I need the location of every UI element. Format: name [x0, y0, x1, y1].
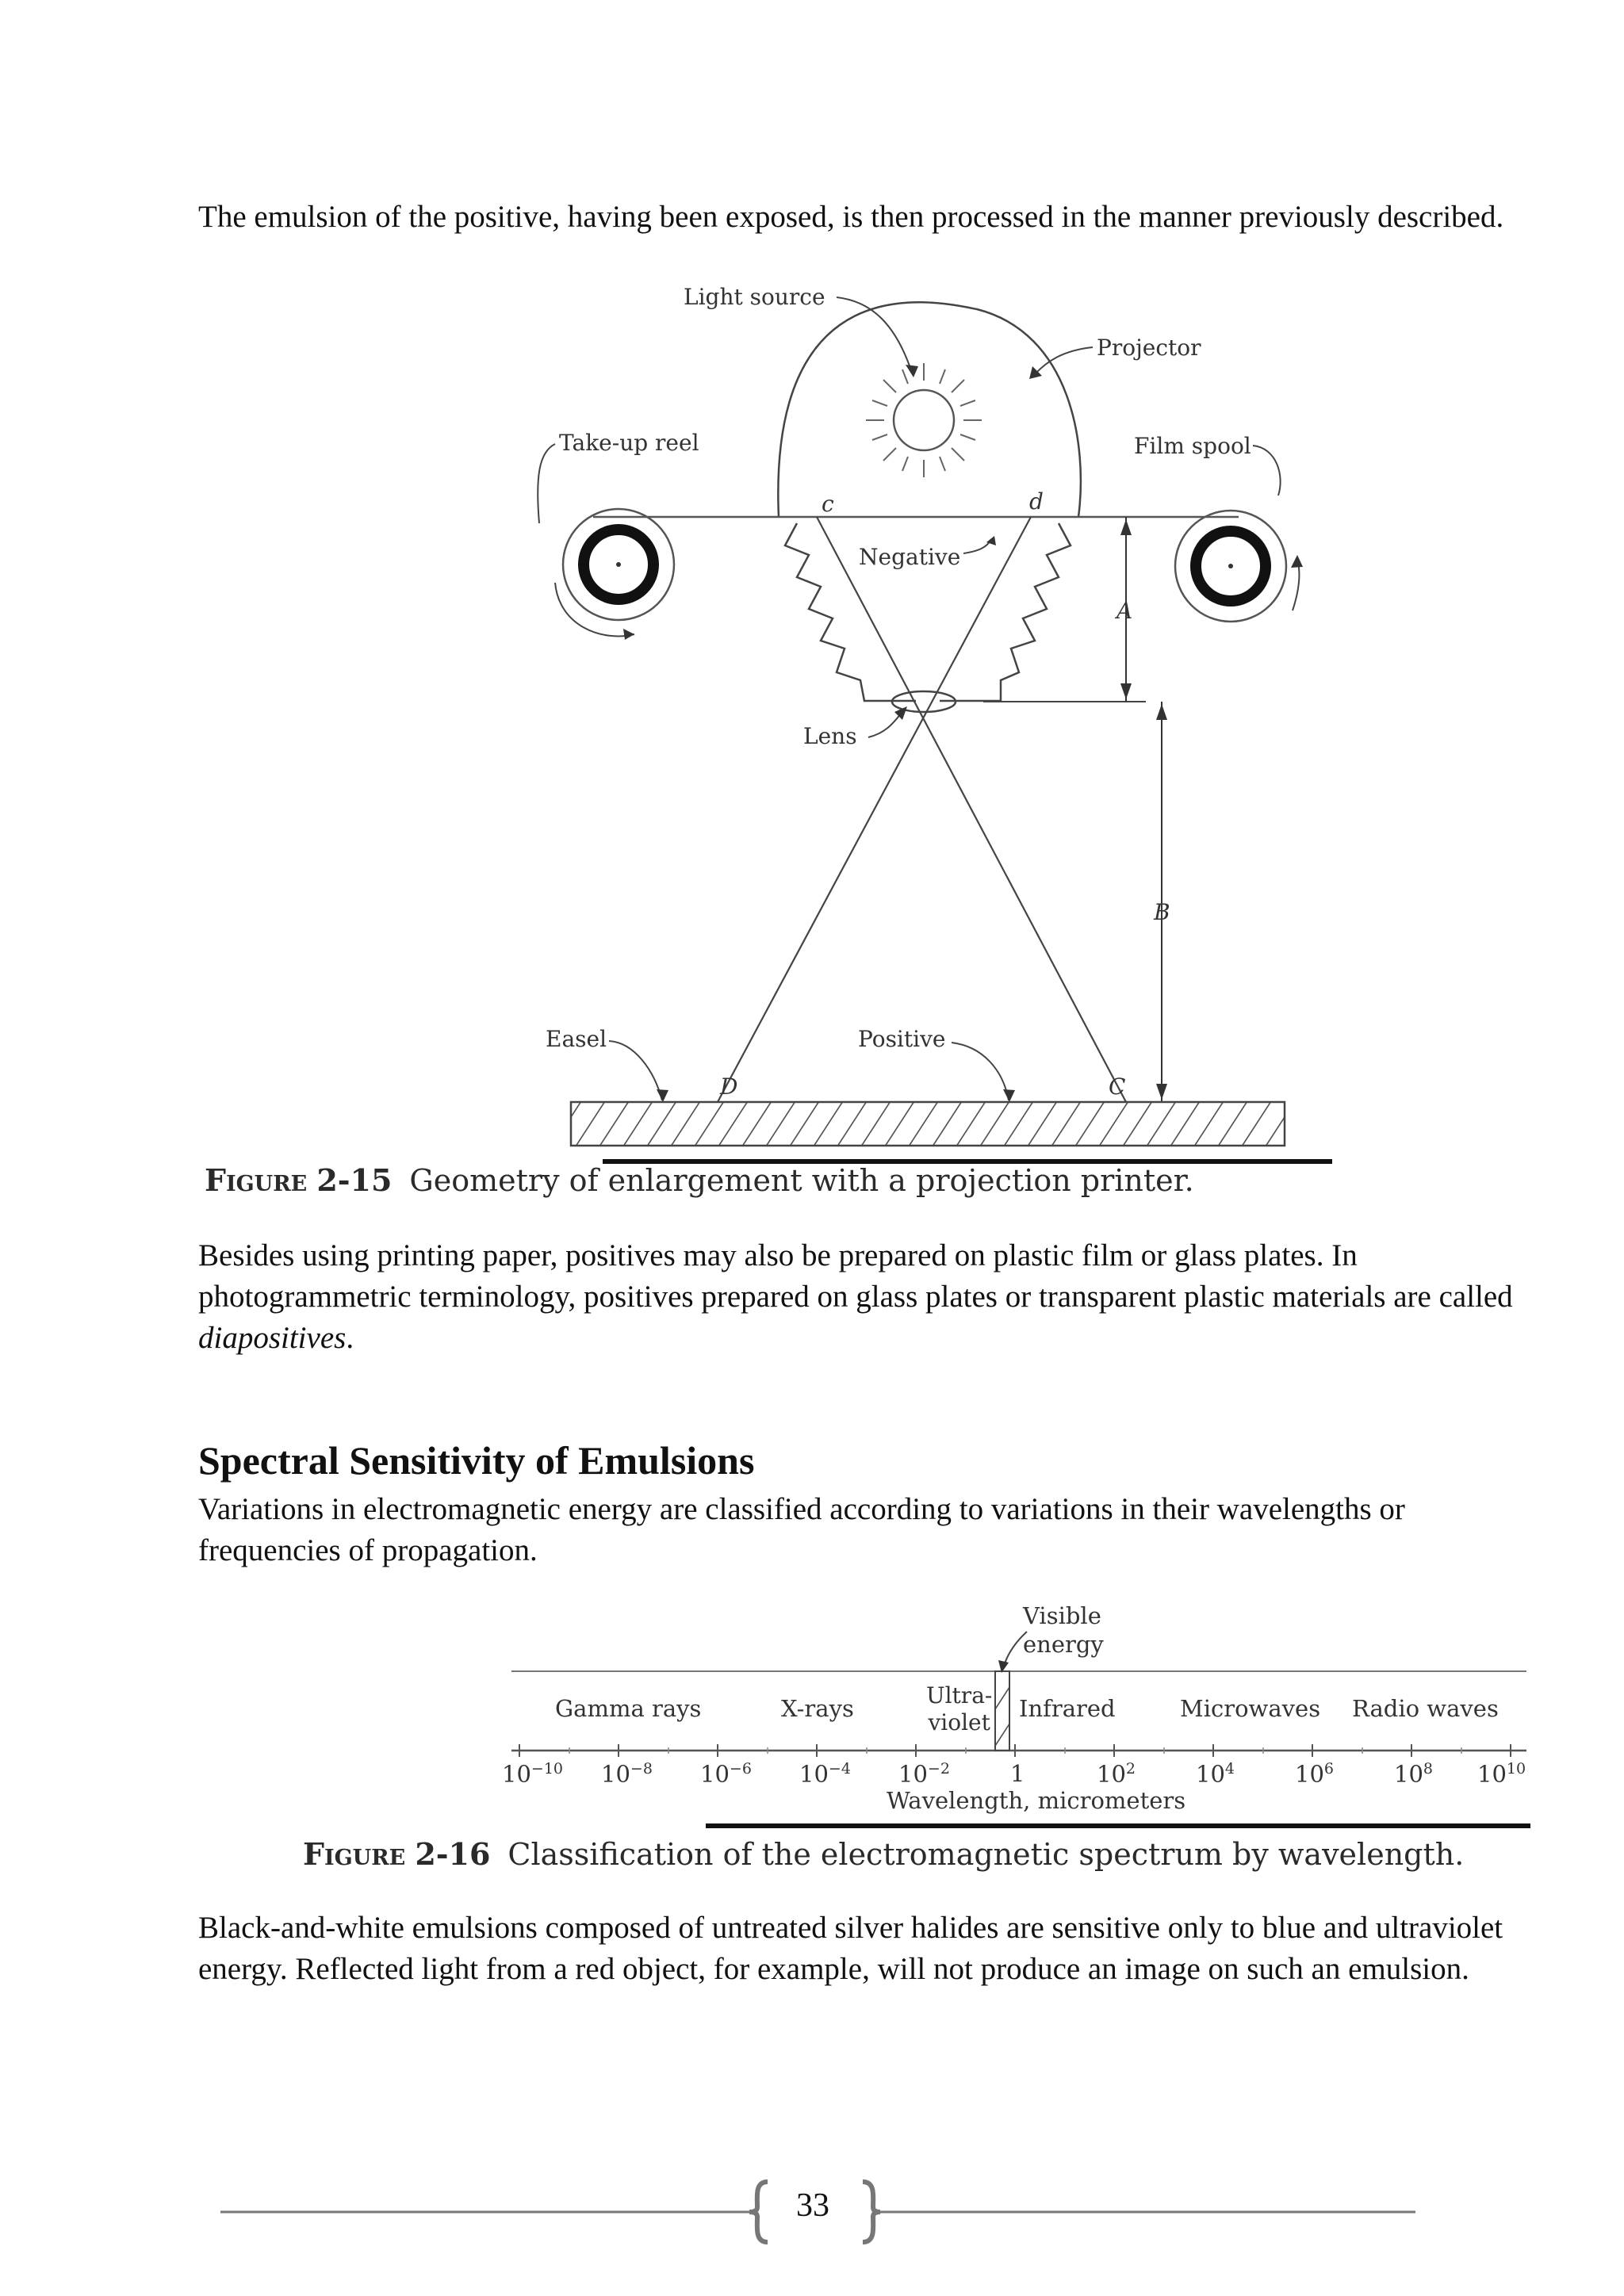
label-dimension-b: B	[1154, 899, 1170, 925]
tick-label: $10^2$	[1097, 1760, 1136, 1788]
visible-line-1: Visible	[1023, 1602, 1101, 1629]
label-negative: Negative	[859, 544, 961, 570]
light-source-icon	[866, 363, 982, 477]
tick-label: $10^{-8}$	[601, 1760, 653, 1788]
band-microwaves: Microwaves	[1180, 1695, 1321, 1722]
label-light-source: Light source	[684, 284, 825, 310]
band-x-rays: X-rays	[781, 1695, 854, 1722]
label-take-up-reel: Take-up reel	[559, 430, 699, 456]
easel-board	[571, 1102, 1285, 1146]
tick-label: $10^4$	[1196, 1760, 1235, 1788]
label-film-spool: Film spool	[1134, 433, 1251, 459]
figure-number: 2-16	[415, 1836, 491, 1872]
label-dimension-a: A	[1116, 598, 1133, 624]
figure-word: Figure	[303, 1836, 406, 1872]
tick-label: $10^6$	[1295, 1760, 1334, 1788]
figure-2-16-caption	[303, 1836, 1464, 1872]
caption-text: Geometry of enlargement with a projection printer.	[409, 1163, 1194, 1198]
label-c-upper: C	[1109, 1073, 1126, 1100]
figure-2-15-caption	[205, 1162, 1194, 1198]
label-positive: Positive	[858, 1026, 946, 1052]
projector-housing	[778, 302, 1081, 517]
tick-label: $10^8$	[1394, 1760, 1433, 1788]
label-lens: Lens	[803, 723, 857, 749]
uv-line-1: Ultra-	[926, 1682, 993, 1709]
tick-label: 1	[1010, 1760, 1025, 1787]
paragraph-diapositives	[198, 1235, 1515, 1359]
visible-line-2: energy	[1023, 1631, 1104, 1658]
page-number: 33	[796, 2187, 829, 2224]
uv-line-2: violet	[928, 1709, 990, 1735]
tick-label: $10^{-4}$	[799, 1760, 851, 1788]
tick-label: $10^{-6}$	[700, 1760, 752, 1788]
visible-band	[995, 1671, 1009, 1751]
paragraph-text: Besides using printing paper, positives may also be prepared on plastic film or glass plates. In photogrammetric terminology, positives prepared on glass plates or transparent plastic materials are called	[198, 1238, 1513, 1314]
tick-label: $10^{10}$	[1477, 1760, 1526, 1788]
label-visible-energy	[1023, 1601, 1104, 1659]
section-heading: Spectral Sensitivity of Emulsions	[198, 1438, 755, 1483]
label-projector: Projector	[1097, 335, 1201, 361]
band-infrared: Infrared	[1019, 1695, 1116, 1722]
label-easel: Easel	[546, 1026, 607, 1052]
term-diapositives: diapositives	[198, 1321, 347, 1355]
wavelength-tick-labels	[0, 1760, 1624, 1795]
figure-word: Figure	[205, 1162, 308, 1198]
label-c-lower: c	[822, 491, 834, 517]
caption-text: Classification of the electromagnetic spectrum by wavelength.	[508, 1837, 1465, 1872]
band-radio-waves: Radio waves	[1352, 1695, 1499, 1722]
axis-label-wavelength: Wavelength, micrometers	[887, 1787, 1186, 1814]
band-ultraviolet	[926, 1682, 992, 1736]
tick-label: $10^{-10}$	[502, 1760, 564, 1788]
paragraph-intro: The emulsion of the positive, having been exposed, is then processed in the manner previously described.	[198, 200, 1504, 234]
film-spool-icon	[1175, 511, 1303, 622]
take-up-reel-icon	[555, 509, 674, 640]
band-gamma-rays: Gamma rays	[555, 1695, 702, 1722]
paragraph-variations: Variations in electromagnetic energy are classified according to variations in their wavelengths or frequencies of propagation.	[198, 1492, 1405, 1567]
paragraph-silver-halides: Black-and-white emulsions composed of untreated silver halides are sensitive only to blue and ultraviolet energy. Reflected light from a red object, for example, will not produce an image on such an emulsion.	[198, 1911, 1503, 1986]
tick-label: $10^{-2}$	[898, 1760, 950, 1788]
paragraph-end: .	[346, 1321, 354, 1355]
label-d-lower: d	[1029, 488, 1044, 515]
figure-number: 2-15	[316, 1162, 393, 1198]
label-d-upper: D	[720, 1073, 738, 1100]
